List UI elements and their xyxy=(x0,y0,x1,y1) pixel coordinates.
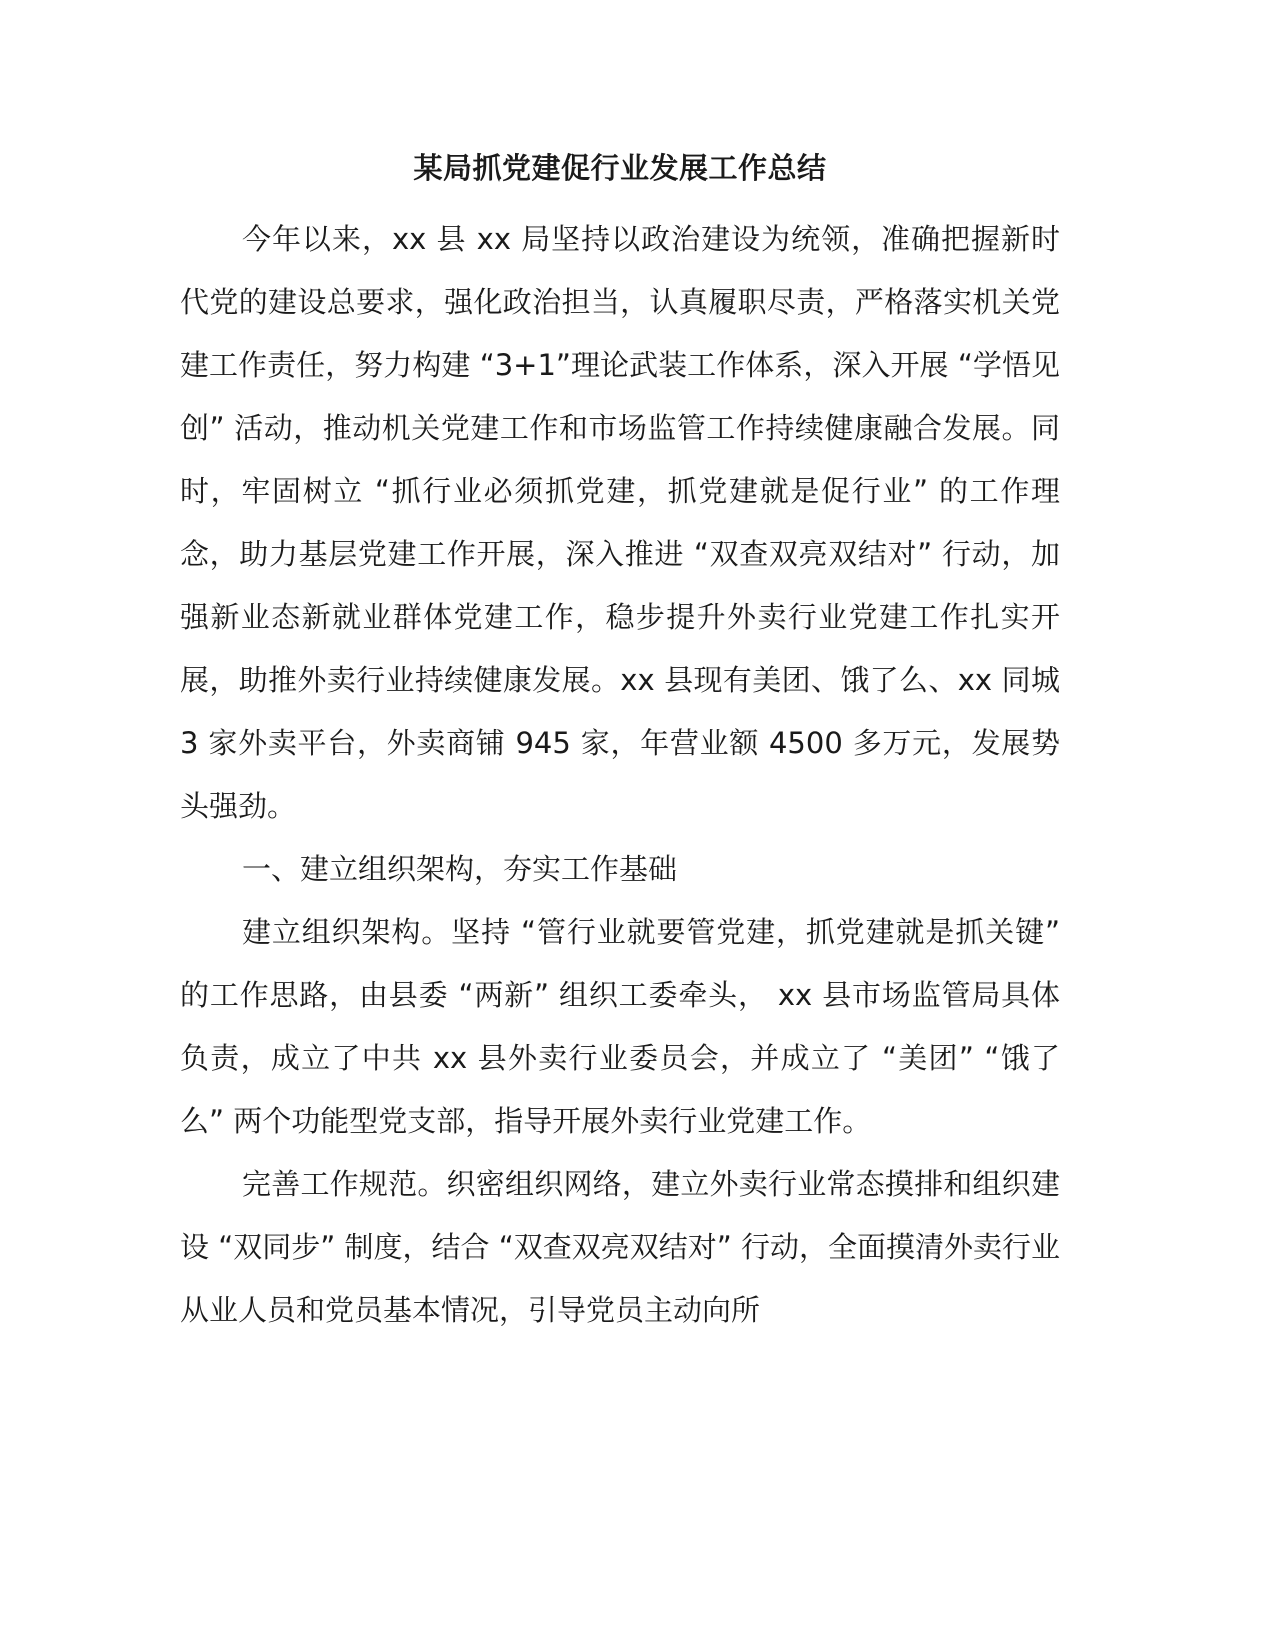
intro-paragraph: 今年以来，xx 县 xx 局坚持以政治建设为统领，准确把握新时代党的建设总要求，强化政治担当，认真履职尽责，严格落实机关党建工作责任，努力构建 “3+1”理论武装工作体系，深入开展 “学悟见创” 活动，推动机关党建工作和市场监管工作持续健康融合发展。同时，牢固树立 “抓行业必须抓党建，抓党建就是促行业” 的工作理念，助力基层党建工作开展，深入推进 “双查双亮双结对” 行动，加强新业态新就业群体党建工作，稳步提升外卖行业党建工作扎实开展，助推外卖行业持续健康发展。xx 县现有美团、饿了么、xx 同城 3 家外卖平台，外卖商铺 945 家，年营业额 4500 多万元，发展势头强劲。 xyxy=(180,222,1060,823)
body-paragraph: 建立组织架构。坚持 “管行业就要管党建，抓党建就是抓关键” 的工作思路，由县委 “两新” 组织工委牵头， xx 县市场监管局具体负责，成立了中共 xx 县外卖行业委员会，并成立了 “美团” “饿了么” 两个功能型党支部，指导开展外卖行业党建工作。 xyxy=(180,915,1060,1138)
document-page xyxy=(180,140,1060,1342)
document-title: 某局抓党建促行业发展工作总结 xyxy=(413,151,827,185)
body-paragraph: 完善工作规范。织密组织网络，建立外卖行业常态摸排和组织建设 “双同步” 制度，结合 “双查双亮双结对” 行动，全面摸清外卖行业从业人员和党员基本情况，引导党员主动向所 xyxy=(180,1167,1060,1327)
section-heading: 一、建立组织架构，夯实工作基础 xyxy=(242,852,678,886)
